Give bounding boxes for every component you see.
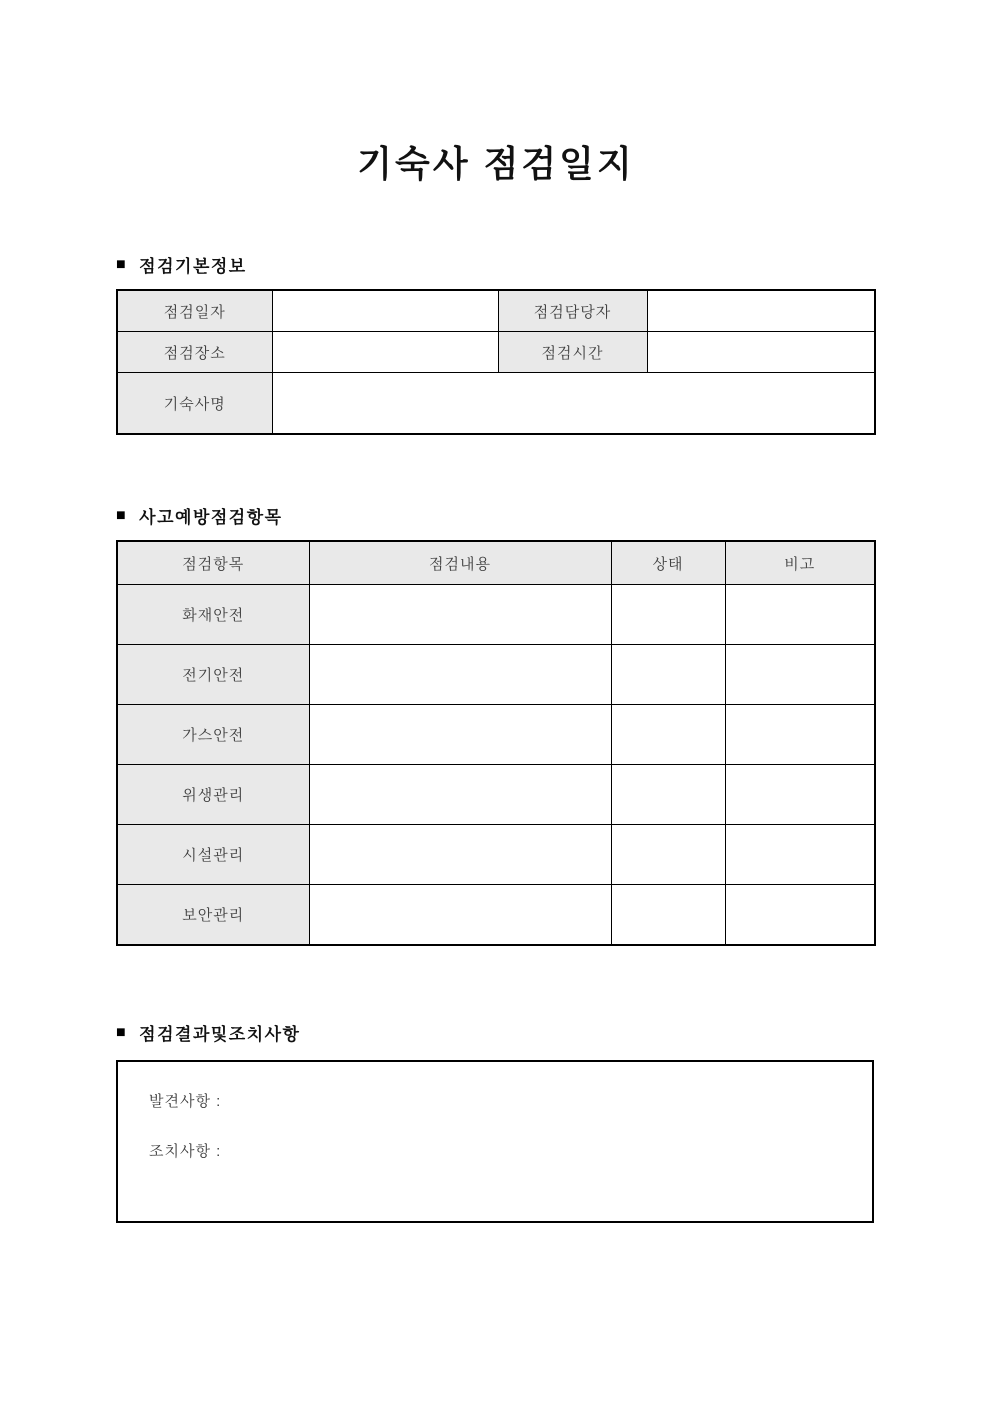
- field-gas-safety-content[interactable]: [309, 705, 611, 765]
- label-inspector: 점검담당자: [498, 290, 647, 332]
- results-box[interactable]: [116, 1060, 874, 1223]
- field-electric-safety-content[interactable]: [309, 645, 611, 705]
- field-security-mgmt-status[interactable]: [611, 885, 725, 946]
- column-header-item: 점검항목: [117, 541, 309, 585]
- label-dormitory-name: 기숙사명: [117, 373, 272, 435]
- actions-label: 조치사항 :: [149, 1143, 222, 1160]
- table-row: [117, 705, 875, 765]
- field-security-mgmt-remark[interactable]: [725, 885, 875, 946]
- label-inspection-time: 점검시간: [498, 332, 647, 373]
- field-facility-mgmt-status[interactable]: [611, 825, 725, 885]
- field-electric-safety-status[interactable]: [611, 645, 725, 705]
- findings-label: 발견사항 :: [149, 1093, 222, 1110]
- section-header-results: [116, 1020, 300, 1045]
- section-bullet-icon: ■: [116, 1023, 128, 1041]
- field-hygiene-mgmt-content[interactable]: [309, 765, 611, 825]
- table-row: [117, 645, 875, 705]
- field-fire-safety-status[interactable]: [611, 585, 725, 645]
- section-bullet-icon: ■: [116, 506, 128, 524]
- field-inspection-place[interactable]: [272, 332, 498, 373]
- table-row: [117, 585, 875, 645]
- section-title-results: 점검결과및조치사항: [139, 1025, 301, 1044]
- column-header-content: 점검내용: [309, 541, 611, 585]
- table-row: [117, 825, 875, 885]
- label-gas-safety: 가스안전: [117, 705, 309, 765]
- field-hygiene-mgmt-status[interactable]: [611, 765, 725, 825]
- label-electric-safety: 전기안전: [117, 645, 309, 705]
- field-fire-safety-remark[interactable]: [725, 585, 875, 645]
- section-title-basic-info: 점검기본정보: [139, 257, 247, 276]
- table-row: [117, 373, 875, 435]
- field-gas-safety-remark[interactable]: [725, 705, 875, 765]
- field-security-mgmt-content[interactable]: [309, 885, 611, 946]
- field-dormitory-name[interactable]: [272, 373, 875, 435]
- section-header-checklist: [116, 503, 283, 528]
- section-title-checklist: 사고예방점검항목: [139, 508, 283, 527]
- field-facility-mgmt-content[interactable]: [309, 825, 611, 885]
- field-inspection-date[interactable]: [272, 290, 498, 332]
- label-hygiene-mgmt: 위생관리: [117, 765, 309, 825]
- field-inspection-time[interactable]: [647, 332, 875, 373]
- label-facility-mgmt: 시설관리: [117, 825, 309, 885]
- field-facility-mgmt-remark[interactable]: [725, 825, 875, 885]
- field-inspector[interactable]: [647, 290, 875, 332]
- label-fire-safety: 화재안전: [117, 585, 309, 645]
- field-electric-safety-remark[interactable]: [725, 645, 875, 705]
- table-row: [117, 332, 875, 373]
- table-row: [117, 765, 875, 825]
- table-row: [117, 290, 875, 332]
- label-security-mgmt: 보안관리: [117, 885, 309, 946]
- table-header-row: [117, 541, 875, 585]
- table-row: [117, 885, 875, 946]
- label-inspection-date: 점검일자: [117, 290, 272, 332]
- section-bullet-icon: ■: [116, 255, 128, 273]
- label-inspection-place: 점검장소: [117, 332, 272, 373]
- checklist-table: [116, 540, 876, 946]
- basic-info-table: [116, 289, 876, 435]
- column-header-remark: 비고: [725, 541, 875, 585]
- document-title: 기숙사 점검일지: [357, 143, 635, 184]
- field-gas-safety-status[interactable]: [611, 705, 725, 765]
- section-header-basic-info: [116, 252, 247, 277]
- field-fire-safety-content[interactable]: [309, 585, 611, 645]
- column-header-status: 상태: [611, 541, 725, 585]
- field-hygiene-mgmt-remark[interactable]: [725, 765, 875, 825]
